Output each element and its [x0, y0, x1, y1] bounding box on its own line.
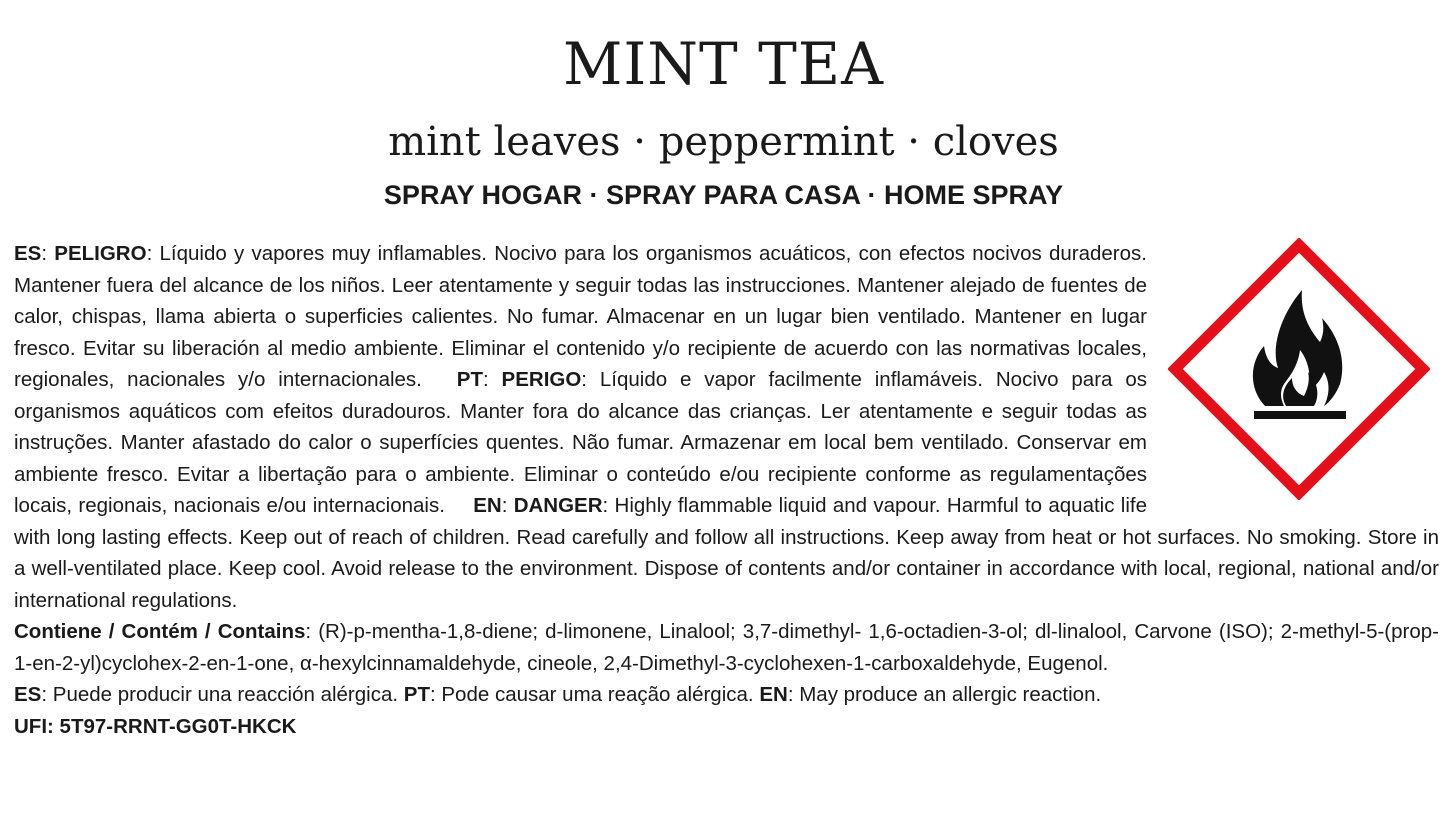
allergy-en-code: EN — [759, 683, 788, 706]
hazard-en-text: Highly flammable liquid and vapour. Harmful to aquatic life with long lasting effects. Keep out of reach of children. Read carefully and follow all instructions. Keep away from heat or hot surfaces. No smoking. Store in a well-ventilated place. Keep cool. Avoid release to the environment. Dispose of contents and/or container in accordance with local, regional, national and/or international regulations. — [14, 494, 1439, 612]
hazard-pt-signal: PERIGO — [501, 368, 582, 391]
hazard-pt-text: Líquido e vapor facilmente inflamáveis. Nocivo para os organismos aquáticos com efeitos duradouros. Manter fora do alcance das crianças. Ler atentamente e seguir todas as instruções. Manter afastado do calor o superfícies quentes. Não fumar. Armazenar em local bem ventilado. Conservar em ambiente fresco. Evitar a libertação para o ambiente. Eliminar o conteúdo e/ou recipiente conforme as regulamentações locais, regionais, nacionais e/ou internacionais. — [14, 368, 1147, 517]
fragrance-notes: mint leaves · peppermint · cloves — [388, 119, 1059, 165]
allergy-pt-code: PT — [403, 683, 430, 706]
allergy-es-code: ES — [14, 683, 42, 706]
pictogram-space — [1147, 238, 1439, 510]
product-title: MINT TEA — [562, 30, 885, 98]
contains-label: Contiene / Contém / Contains — [14, 620, 306, 643]
hazard-es-signal: PELIGRO — [54, 242, 147, 265]
hazard-en-code: EN — [473, 494, 502, 517]
contains-text: (R)-p-mentha-1,8-diene; d-limonene, Linalool; 3,7-dimethyl- 1,6-octadien-3-ol; dl-linalool, Carvone (ISO); 2-methyl-5-(prop-1-en-2-yl)cyclohex-2-en-1-one, α-hexylcinnamaldehyde, cineole, 2,4-Dimethyl-3-cyclohexen-1-carboxaldehyde, Eugenol. — [14, 620, 1439, 675]
allergy-es-text: Puede producir una reacción alérgica. — [52, 683, 399, 706]
hazard-es-text: Líquido y vapores muy inflamables. Nocivo para los organismos acuáticos, con efectos nocivos duraderos. Mantener fuera del alcance de los niños. Leer atentamente y seguir todas las instrucciones. Mantener alejado de fuentes de calor, chispas, llama abierta o superficies calientes. No fumar. Almacenar en un lugar bien ventilado. Mantener en lugar fresco. Evitar su liberación al medio ambiente. Eliminar el contenido y/o recipiente de acuerdo con las normativas locales, regionales, nacionales y/o internacionales. — [14, 242, 1147, 391]
hazard-statement: ES: PELIGRO: Líquido y vapores muy inflamables. Nocivo para los organismos acuáticos, con efectos nocivos duraderos. Mantener fuera del alcance de los niños. Leer atentamente y seguir todas las instrucciones. Mantener alejado de fuentes de calor, chispas, llama abierta o superficies calientes. No fumar. Almacenar en un lugar bien ventilado. Mantener en lugar fresco. Evitar su liberación al medio ambiente. Eliminar el contenido y/o recipiente de acuerdo con las normativas locales, regionales, nacionales y/o internacionales. PT: PERIGO: Líquido e vapor facilmente inflamáveis. Nocivo para os organismos aquáticos com efeitos duradouros. Manter fora do alcance das crianças. Ler atentamente e seguir todas as instruções. Manter afastado do calor o superfícies quentes. Não fumar. Armazenar em local bem ventilado. Conservar em ambiente fresco. Evitar a libertação para o ambiente. Eliminar o conteúdo e/ou recipiente conforme as regulamentações locais, regionais, nacionais e/ou internacionais. EN: DANGER: Highly flammable liquid and vapour. Harmful to aquatic life with long lasting effects. Keep out of reach of children. Read carefully and follow all instructions. Keep away from heat or hot surfaces. No smoking. Store in a well-ventilated place. Keep cool. Avoid release to the environment. Dispose of contents and/or container in accordance with local, regional, national and/or international regulations. — [14, 242, 1439, 612]
contains-statement: Contiene / Contém / Contains: (R)-p-mentha-1,8-diene; d-limonene, Linalool; 3,7-dimethyl- 1,6-octadien-3-ol; dl-linalool, Carvone (ISO); 2-methyl-5-(prop-1-en-2-yl)cyclohex-2-en-1-one, α-hexylcinnamaldehyde, cineole, 2,4-Dimethyl-3-cyclohexen-1-carboxaldehyde, Eugenol. — [14, 620, 1439, 675]
ufi-value: UFI: 5T97-RRNT-GG0T-HKCK — [14, 714, 297, 738]
hazard-es-code: ES — [14, 242, 42, 265]
label-body — [14, 238, 1439, 742]
ufi-code — [14, 711, 1439, 743]
allergy-pt-text: Pode causar uma reação alérgica. — [441, 683, 754, 706]
hazard-pt-code: PT — [456, 368, 483, 391]
hazard-en-signal: DANGER — [513, 494, 603, 517]
allergy-statement: ES: Puede producir una reacción alérgica. PT: Pode causar uma reação alérgica. EN: May produce an allergic reaction. — [14, 683, 1102, 706]
allergy-en-text: May produce an allergic reaction. — [799, 683, 1102, 706]
product-type: SPRAY HOGAR · SPRAY PARA CASA · HOME SPRAY — [383, 180, 1064, 210]
